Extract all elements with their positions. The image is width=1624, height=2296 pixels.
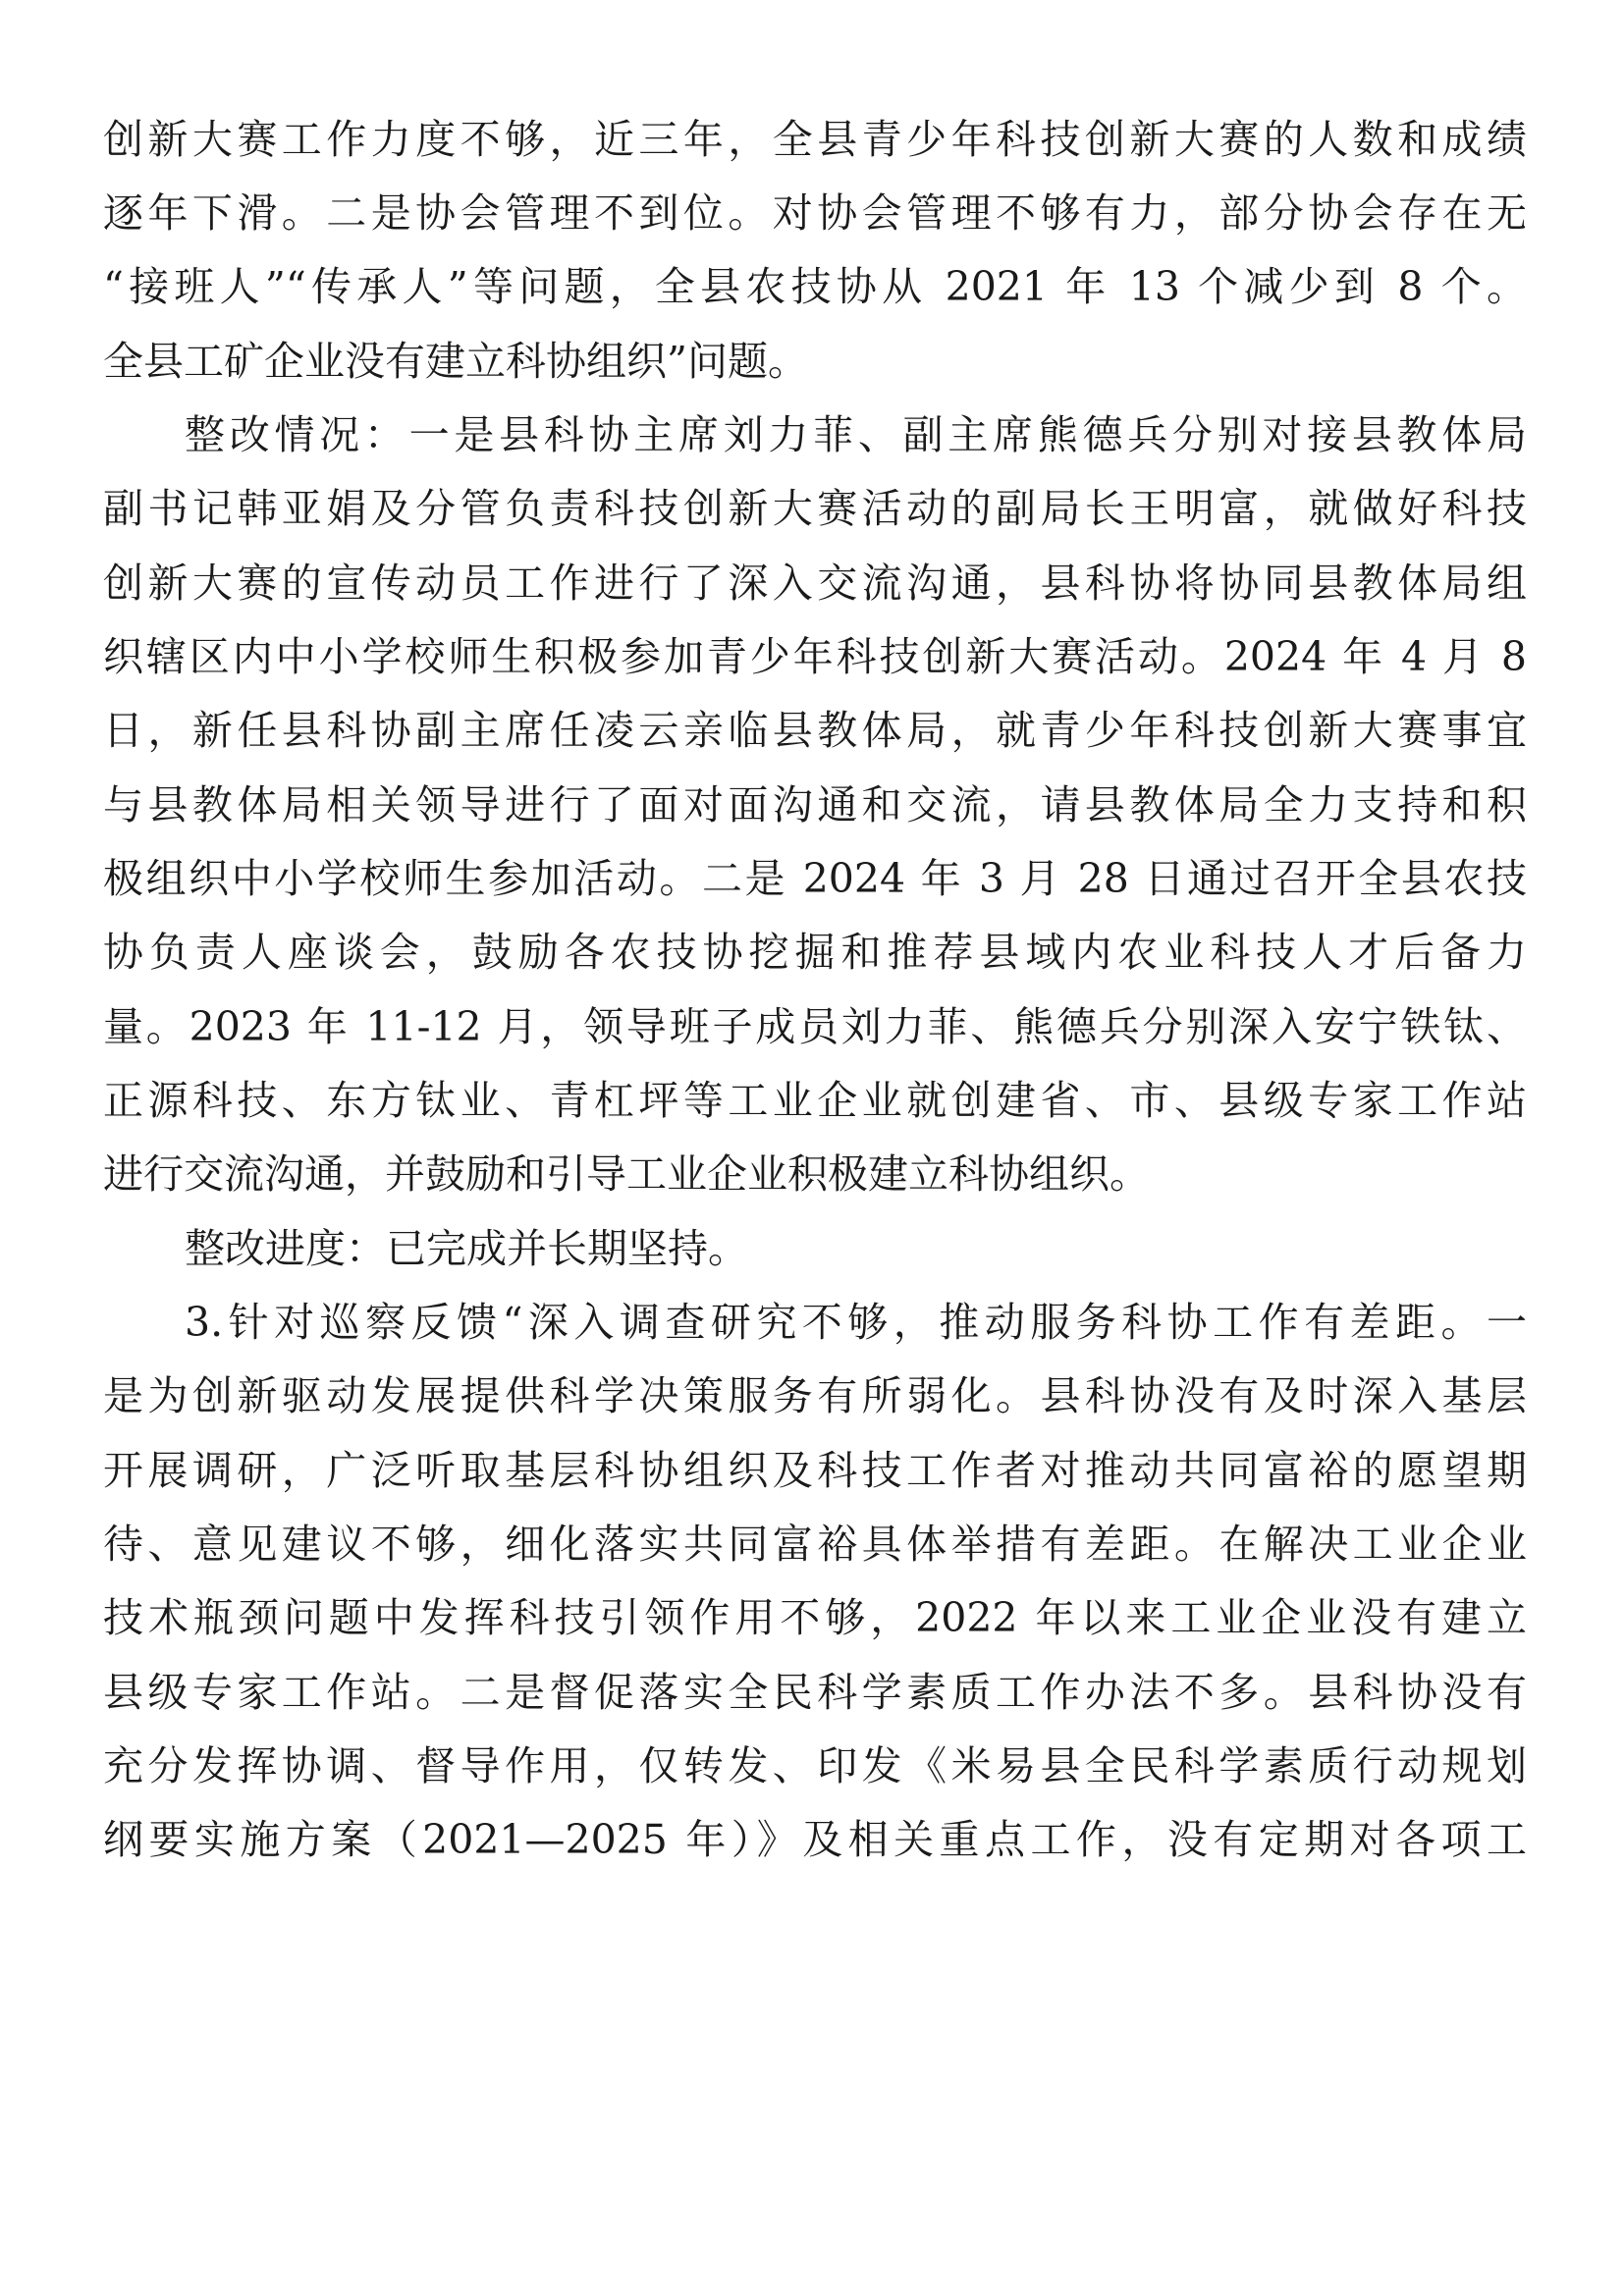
text-line: 是为创新驱动发展提供科学决策服务有所弱化。县科协没有及时深入基层 — [103, 1372, 1527, 1419]
text-line: 与县教体局相关领导进行了面对面沟通和交流，请县教体局全力支持和积 — [103, 781, 1527, 828]
text-line: 日，新任县科协副主席任凌云亲临县教体局，就青少年科技创新大赛事宜 — [103, 707, 1527, 754]
text-line: 县级专家工作站。二是督促落实全民科学素质工作办法不多。县科协没有 — [103, 1669, 1527, 1716]
text-line: 整改进度：已完成并长期坚持。 — [185, 1225, 748, 1272]
text-line: 全县工矿企业没有建立科协组织”问题。 — [103, 338, 808, 385]
text-line: 创新大赛工作力度不够，近三年，全县青少年科技创新大赛的人数和成绩 — [103, 116, 1527, 163]
text-line: 织辖区内中小学校师生积极参加青少年科技创新大赛活动。2024 年 4 月 8 — [103, 633, 1527, 680]
text-line: 3.针对巡察反馈“深入调查研究不够，推动服务科协工作有差距。一 — [185, 1299, 1527, 1346]
text-line: 副书记韩亚娟及分管负责科技创新大赛活动的副局长王明富，就做好科技 — [103, 485, 1527, 532]
text-line: 量。2023 年 11-12 月，领导班子成员刘力菲、熊德兵分别深入安宁铁钛、 — [103, 1003, 1527, 1050]
text-line: 待、意见建议不够，细化落实共同富裕具体举措有差距。在解决工业企业 — [103, 1521, 1527, 1568]
text-line: 创新大赛的宣传动员工作进行了深入交流沟通，县科协将协同县教体局组 — [103, 560, 1527, 607]
text-line: “接班人”“传承人”等问题，全县农技协从 2021 年 13 个减少到 8 个。 — [103, 263, 1527, 310]
text-line: 极组织中小学校师生参加活动。二是 2024 年 3 月 28 日通过召开全县农技 — [103, 855, 1527, 902]
text-line: 技术瓶颈问题中发挥科技引领作用不够，2022 年以来工业企业没有建立 — [103, 1594, 1527, 1641]
text-line: 纲要实施方案（2021—2025 年）》及相关重点工作，没有定期对各项工 — [103, 1816, 1527, 1863]
text-line: 进行交流沟通，并鼓励和引导工业企业积极建立科协组织。 — [103, 1150, 1150, 1198]
text-line: 充分发挥协调、督导作用，仅转发、印发《米易县全民科学素质行动规划 — [103, 1742, 1527, 1789]
text-line: 开展调研，广泛听取基层科协组织及科技工作者对推动共同富裕的愿望期 — [103, 1447, 1527, 1494]
text-line: 整改情况：一是县科协主席刘力菲、副主席熊德兵分别对接县教体局 — [185, 411, 1527, 458]
text-line: 正源科技、东方钛业、青杠坪等工业企业就创建省、市、县级专家工作站 — [103, 1077, 1527, 1124]
text-line: 逐年下滑。二是协会管理不到位。对协会管理不够有力，部分协会存在无 — [103, 189, 1527, 237]
text-line: 协负责人座谈会，鼓励各农技协挖掘和推荐县域内农业科技人才后备力 — [103, 929, 1527, 976]
